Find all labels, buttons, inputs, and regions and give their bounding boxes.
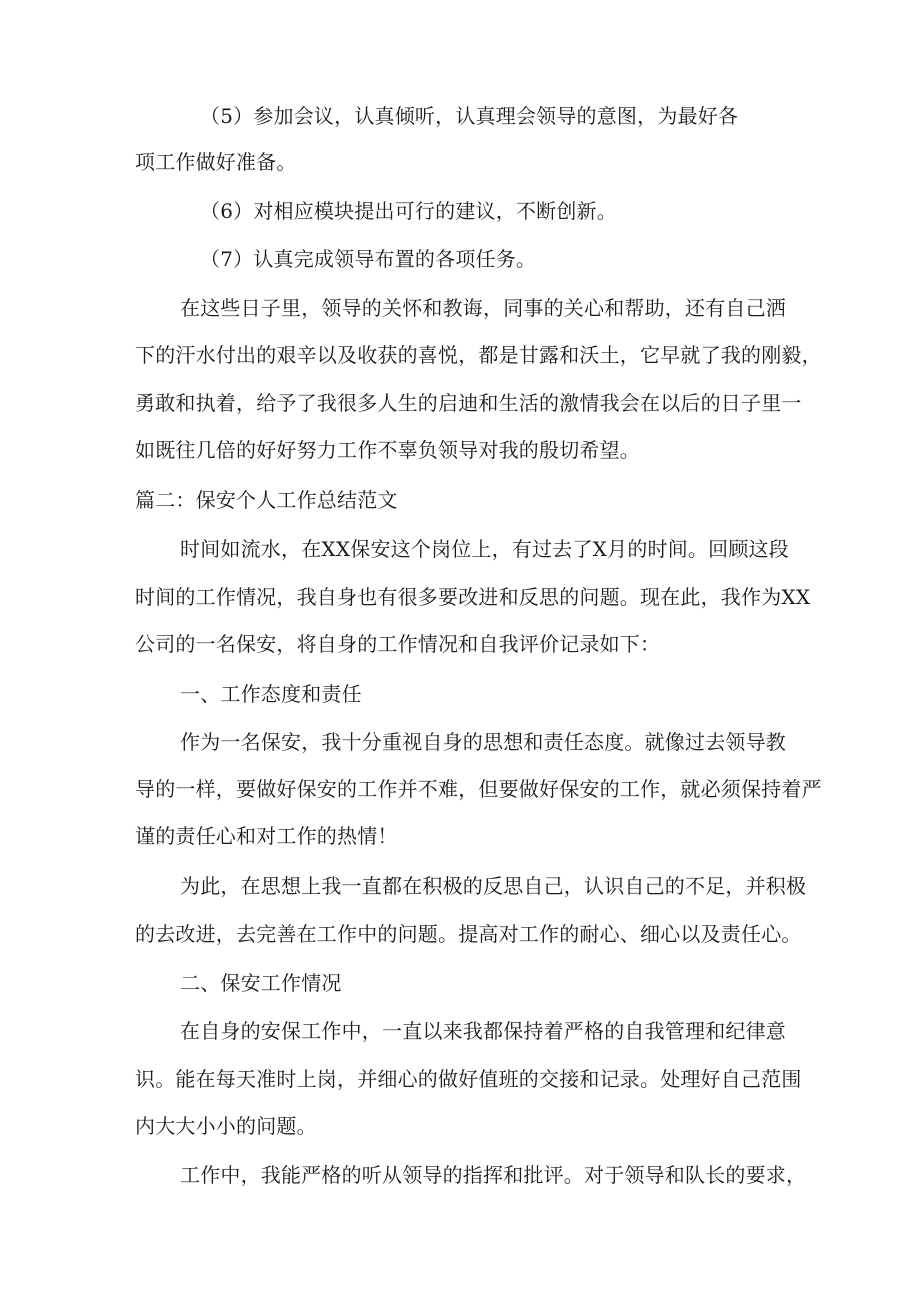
subheading: 一、工作态度和责任 (180, 682, 362, 706)
paragraph-line: 公司的一名保安，将自身的工作情况和自我评价记录如下： (135, 632, 661, 656)
list-item-7: （7）认真完成领导布置的各项任务。 (200, 247, 537, 271)
subheading: 二、保安工作情况 (180, 971, 342, 995)
list-item-5-continuation: 项工作做好准备。 (135, 150, 297, 174)
list-item-5: （5）参加会议，认真倾听，认真理会领导的意图，为最好各 (200, 104, 739, 128)
paragraph-line: 时间的工作情况，我自身也有很多要改进和反思的问题。现在此，我作为XX (135, 585, 811, 609)
paragraph-line: 谨的责任心和对工作的热情！ (135, 824, 398, 848)
paragraph-line: 如既往几倍的好好努力工作不辜负领导对我的殷切希望。 (135, 438, 640, 462)
paragraph-line: 在这些日子里，领导的关怀和教诲，同事的关心和帮助，还有自己洒 (180, 296, 786, 320)
paragraph-line: 工作中，我能严格的听从领导的指挥和批评。对于领导和队长的要求， (180, 1163, 807, 1187)
paragraph-line: 内大大小小的问题。 (135, 1114, 317, 1138)
list-item-6: （6）对相应模块提出可行的建议，不断创新。 (200, 199, 617, 223)
paragraph-line: 为此，在思想上我一直都在积极的反思自己，认识自己的不足，并积极 (180, 874, 807, 898)
paragraph-line: 勇敢和执着，给予了我很多人生的启迪和生活的激情我会在以后的日子里一 (135, 391, 802, 415)
paragraph-line: 下的汗水付出的艰辛以及收获的喜悦，都是甘露和沃土，它早就了我的刚毅， (135, 343, 822, 367)
paragraph-line: 识。能在每天准时上岗，并细心的做好值班的交接和记录。处理好自己范围 (135, 1067, 802, 1091)
paragraph-line: 的去改进，去完善在工作中的问题。提高对工作的耐心、细心以及责任心。 (135, 922, 802, 946)
paragraph-line: 作为一名保安，我十分重视自身的思想和责任态度。就像过去领导教 (180, 730, 786, 754)
section-heading: 篇二：保安个人工作总结范文 (135, 488, 398, 512)
paragraph-line: 在自身的安保工作中，一直以来我都保持着严格的自我管理和纪律意 (180, 1019, 786, 1043)
paragraph-line: 时间如流水，在XX保安这个岗位上，有过去了X月的时间。回顾这段 (180, 537, 789, 561)
paragraph-line: 导的一样，要做好保安的工作并不难，但要做好保安的工作，就必须保持着严 (135, 777, 822, 801)
